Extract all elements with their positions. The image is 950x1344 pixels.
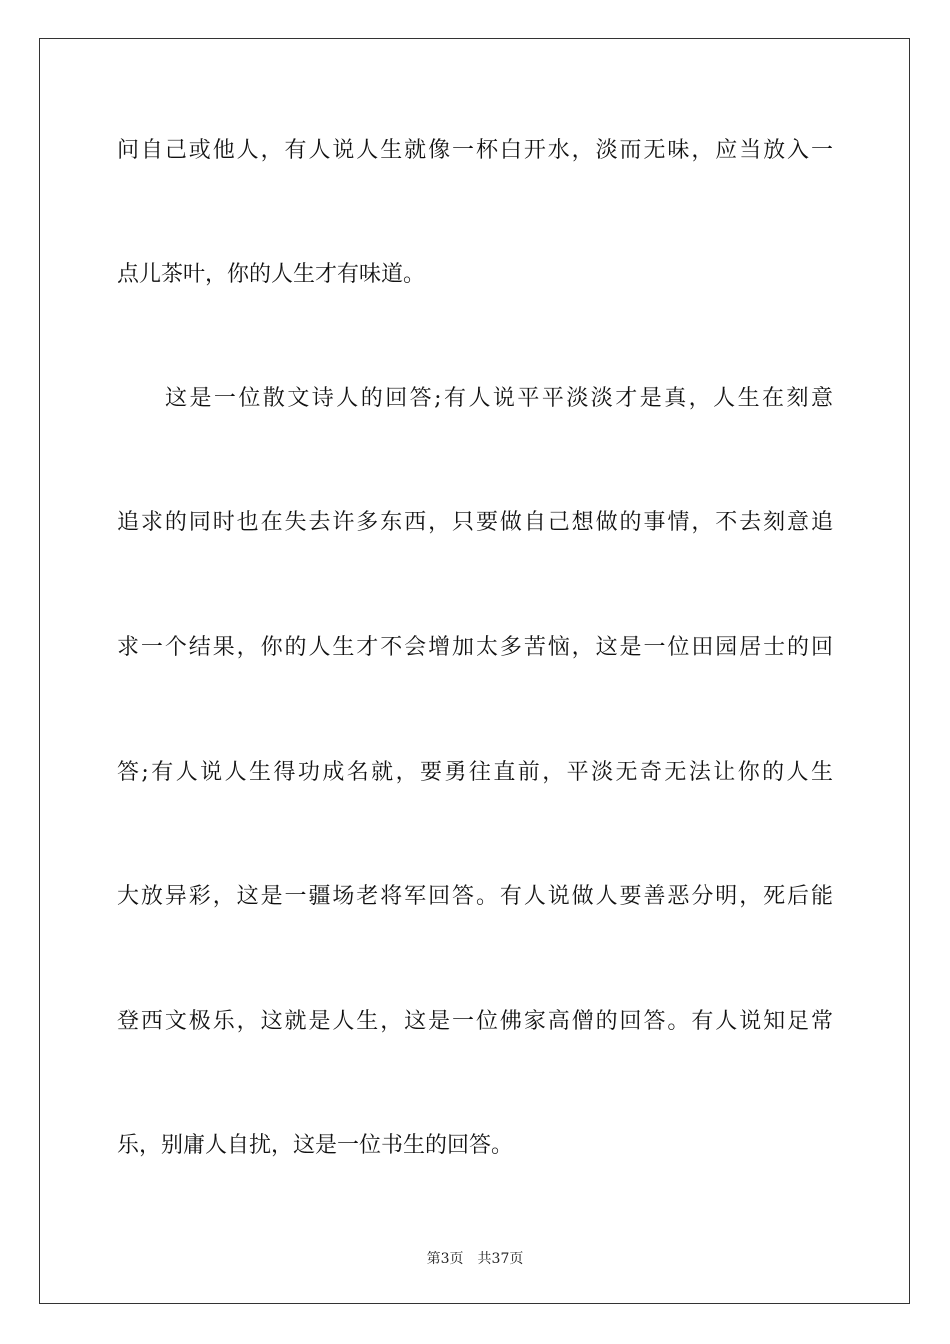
- page-number: 第3页: [426, 1251, 464, 1267]
- body-text-line-4: 追求的同时也在失去许多东西，只要做自己想做的事情，不去刻意追: [117, 510, 833, 535]
- body-text-line-5: 求一个结果，你的人生才不会增加太多苦恼，这是一位田园居士的回: [117, 635, 833, 660]
- body-text-line-8: 登西文极乐，这就是人生，这是一位佛家高僧的回答。有人说知足常: [117, 1009, 833, 1034]
- body-text-line-1: 问自己或他人，有人说人生就像一杯白开水，淡而无味，应当放入一: [117, 138, 833, 163]
- page-border: [39, 38, 910, 1304]
- page-footer: [0, 1248, 950, 1268]
- body-text-line-6: 答;有人说人生得功成名就，要勇往直前，平淡无奇无法让你的人生: [117, 760, 833, 785]
- body-text-line-7: 大放异彩，这是一疆场老将军回答。有人说做人要善恶分明，死后能: [117, 884, 833, 909]
- total-pages: 共37页: [477, 1251, 524, 1267]
- body-text-line-3: 这是一位散文诗人的回答;有人说平平淡淡才是真，人生在刻意: [165, 386, 833, 411]
- body-text-line-2: 点儿茶叶，你的人生才有味道。: [117, 262, 426, 287]
- body-text-line-9: 乐，别庸人自扰，这是一位书生的回答。: [117, 1133, 514, 1158]
